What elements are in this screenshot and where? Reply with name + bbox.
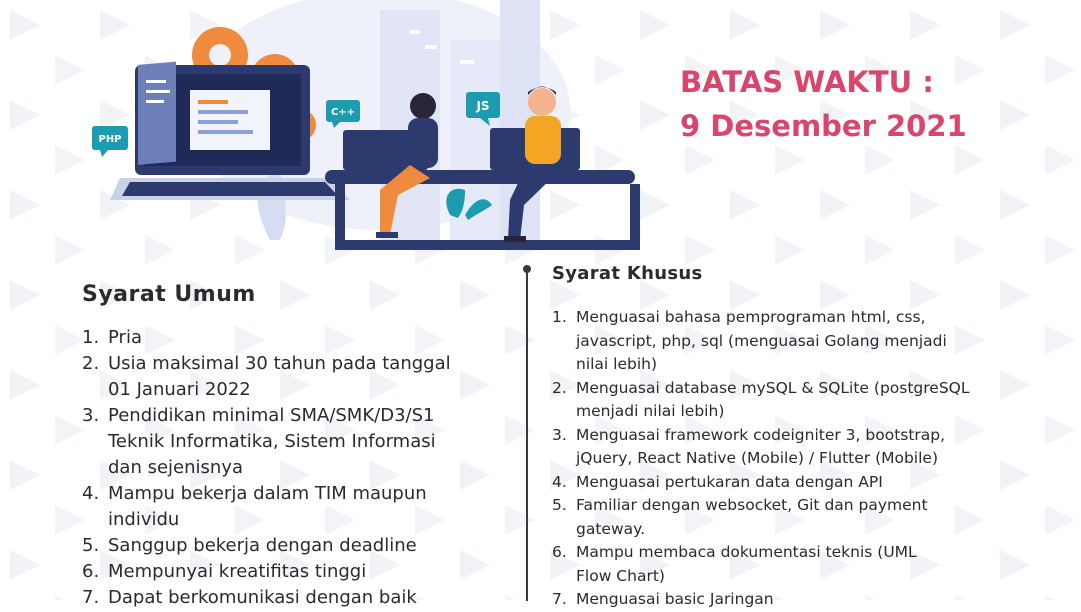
php-badge [92, 126, 128, 157]
general-requirements-list [82, 325, 502, 611]
list-item: 6. Mempunyai kreatifitas tinggi [82, 561, 367, 582]
column-divider [525, 265, 529, 605]
deadline-label: BATAS WAKTU : [680, 65, 934, 99]
list-item: 7. Dapat berkomunikasi dengan baik [82, 587, 417, 608]
programmers-illustration [80, 0, 650, 255]
deadline-block [680, 60, 967, 148]
specific-requirements [552, 263, 1032, 612]
list-item: 3. Menguasai framework codeigniter 3, bootstrap, jQuery, React Native (Mobile) / Flutter (Mobile) [552, 425, 946, 467]
list-item: 1. Menguasai bahasa pemprograman html, css, javascript, php, sql (menguasai Golang menjadi nilai lebih) [552, 308, 947, 373]
list-item: 6. Mampu membaca dokumentasi teknis (UML Flow Chart) [552, 543, 917, 585]
list-item: 2. Usia maksimal 30 tahun pada tanggal 01 Januari 2022 [82, 353, 451, 400]
list-item: 3. Pendidikan minimal SMA/SMK/D3/S1 Teknik Informatika, Sistem Informasi dan sejenisnya [82, 405, 436, 478]
specific-requirements-title: Syarat Khusus [552, 263, 703, 284]
specific-requirements-list [552, 306, 1032, 612]
list-item: 5. Familiar dengan websocket, Git dan payment gateway. [552, 496, 928, 538]
js-badge-label: JS [476, 99, 490, 113]
list-item: 7. Menguasai basic Jaringan [552, 590, 774, 608]
divider-line [526, 271, 528, 601]
general-requirements [82, 282, 502, 611]
cpp-badge-label: C++ [330, 107, 356, 118]
list-item: 1. Pria [82, 327, 142, 348]
general-requirements-title: Syarat Umum [82, 282, 256, 307]
list-item: 5. Sanggup bekerja dengan deadline [82, 535, 417, 556]
list-item: 4. Mampu bekerja dalam TIM maupun individu [82, 483, 427, 530]
list-item: 4. Menguasai pertukaran data dengan API [552, 472, 883, 491]
list-item: 2. Menguasai database mySQL & SQLite (postgreSQL menjadi nilai lebih) [552, 378, 970, 420]
deadline-date: 9 Desember 2021 [680, 109, 967, 143]
php-badge-label: PHP [98, 134, 122, 145]
